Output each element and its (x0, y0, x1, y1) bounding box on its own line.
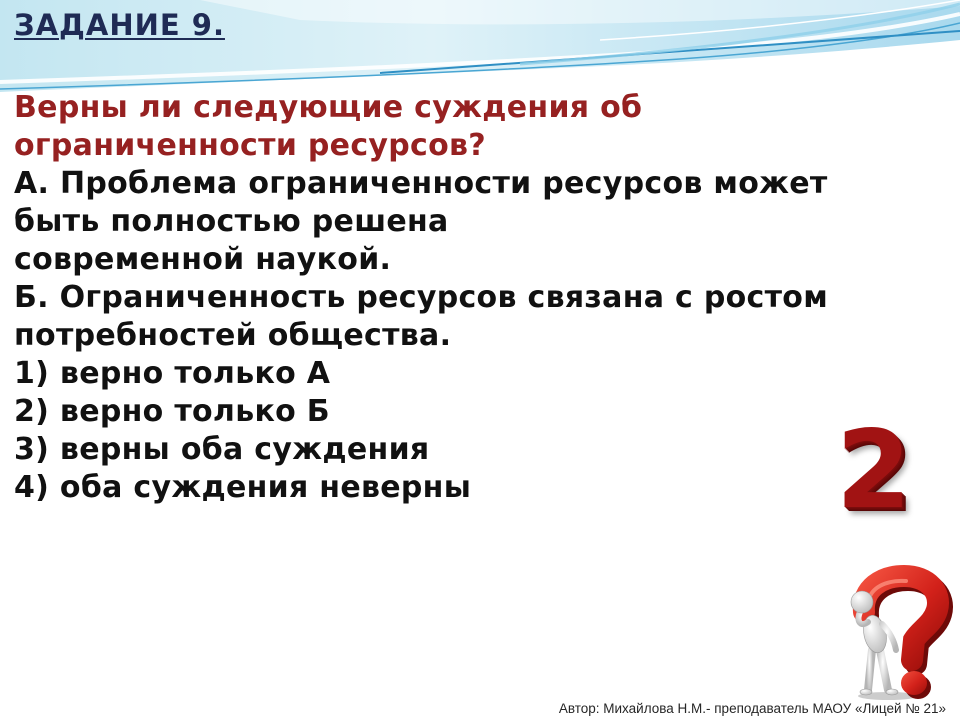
statement-line: потребностей общества. (14, 318, 452, 353)
option-line: 3) верны оба суждения (14, 432, 430, 467)
option-line: 1) верно только А (14, 356, 331, 391)
question-line: Верны ли следующие суждения об (14, 90, 643, 125)
statement-line: А. Проблема ограниченности ресурсов может (14, 166, 828, 201)
statement-line: современной наукой. (14, 242, 392, 277)
task-text (14, 89, 828, 507)
statement-line: быть полностью решена (14, 204, 449, 239)
statement-line: Б. Ограниченность ресурсов связана с ростом (14, 280, 829, 315)
slide-title: ЗАДАНИЕ 9. (14, 8, 225, 42)
question-line: ограниченности ресурсов? (14, 128, 487, 163)
answer-number: 2 (836, 408, 912, 533)
option-line: 2) верно только Б (14, 394, 330, 429)
author-footer: Автор: Михайлова Н.М.- преподаватель МАОУ «Лицей № 21» (558, 701, 946, 716)
question-mark-person-icon (838, 562, 954, 702)
option-line: 4) оба суждения неверны (14, 470, 472, 505)
